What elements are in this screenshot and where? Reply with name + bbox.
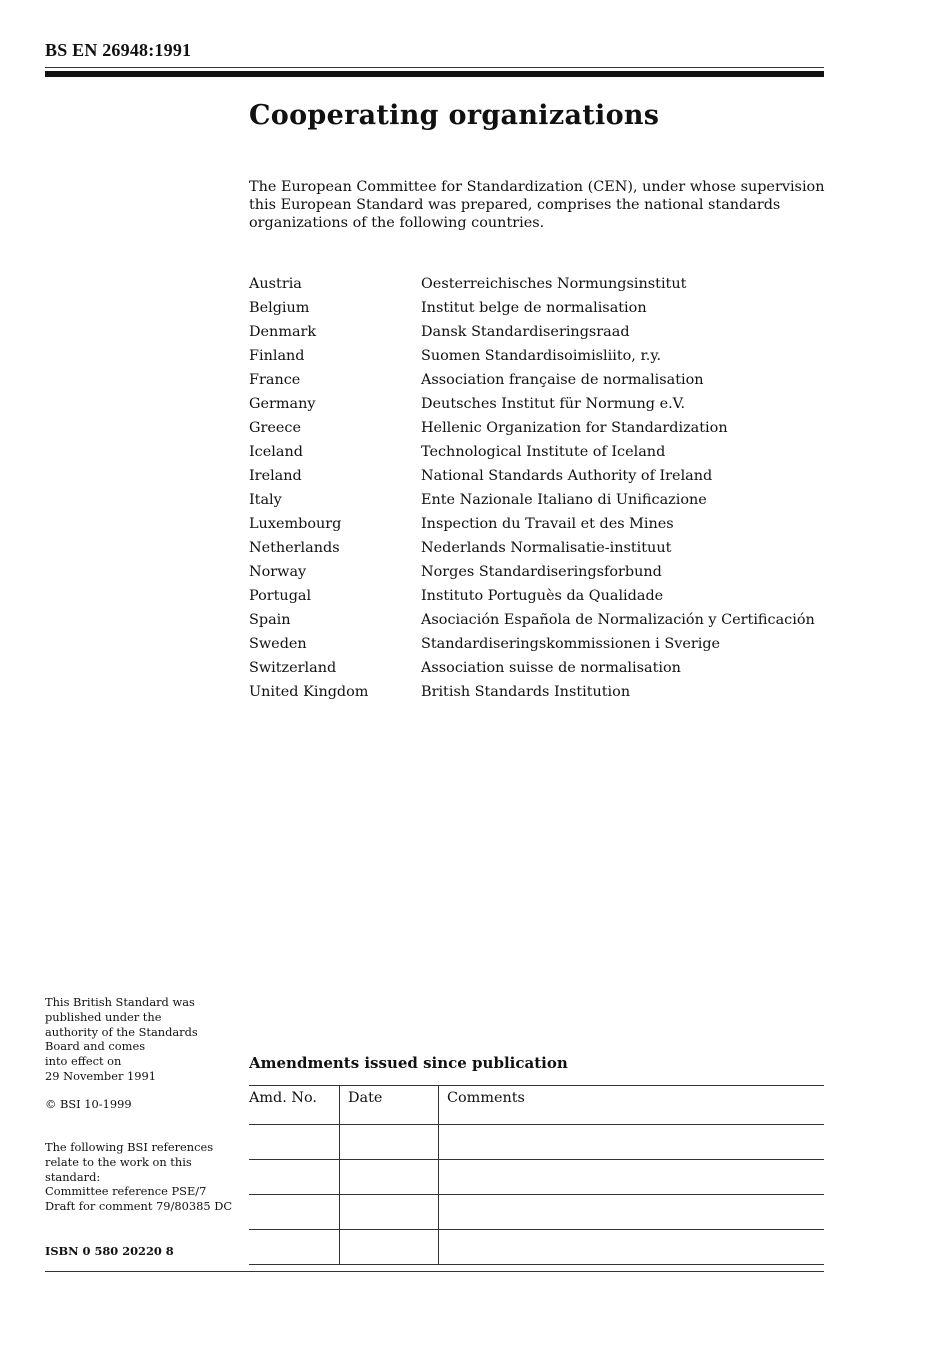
publication-line: Board and comes: [45, 1039, 146, 1054]
country-name: Germany: [249, 396, 316, 412]
organization-row: [249, 416, 829, 440]
country-name: Portugal: [249, 588, 312, 604]
organization-name: Association suisse de normalisation: [421, 660, 681, 676]
date-cell: [340, 1195, 439, 1230]
organization-row: [249, 320, 829, 344]
table-row: [249, 1230, 824, 1265]
publication-date: 29 November 1991: [45, 1068, 157, 1083]
country-name: Iceland: [249, 444, 303, 460]
organization-name: Asociación Española de Normalización y Certificación: [421, 612, 815, 628]
organization-row: [249, 680, 829, 704]
organization-name: Ente Nazionale Italiano di Unificazione: [421, 492, 707, 508]
page-title: Cooperating organizations: [249, 100, 660, 131]
reference-line: relate to the work on this: [45, 1154, 192, 1169]
reference-line: standard:: [45, 1169, 101, 1184]
publication-line: This British Standard was: [45, 995, 195, 1009]
organization-name: Nederlands Normalisatie-instituut: [421, 540, 672, 556]
organization-row: [249, 536, 829, 560]
country-name: Italy: [249, 492, 282, 508]
table-row: [249, 1125, 824, 1160]
country-name: Norway: [249, 564, 307, 580]
publication-line: authority of the Standards: [45, 1024, 198, 1039]
copyright-note: [45, 1097, 245, 1112]
header-rule-thin: [45, 67, 824, 68]
organization-name: Hellenic Organization for Standardization: [421, 420, 728, 436]
organization-name: Institut belge de normalisation: [421, 300, 647, 316]
organization-name: Instituto Portuguès da Qualidade: [421, 588, 664, 604]
country-name: Sweden: [249, 636, 307, 652]
organization-name: Dansk Standardiseringsraad: [421, 324, 630, 340]
organization-row: [249, 392, 829, 416]
column-header-date: Date: [340, 1086, 439, 1125]
country-name: Ireland: [249, 468, 302, 484]
publication-line: published under the: [45, 1009, 162, 1024]
country-name: Denmark: [249, 324, 317, 340]
country-name: Spain: [249, 612, 291, 628]
organization-row: [249, 488, 829, 512]
amd-no-cell: [249, 1195, 340, 1230]
country-name: Austria: [249, 276, 302, 292]
organization-name: Suomen Standardisoimisliito, r.y.: [421, 348, 662, 364]
comments-cell: [439, 1230, 825, 1265]
organization-name: Norges Standardiseringsforbund: [421, 564, 662, 580]
country-name: Netherlands: [249, 540, 340, 556]
references-note: [45, 1140, 245, 1214]
publication-line: into effect on: [45, 1054, 122, 1069]
organization-name: Oesterreichisches Normungsinstitut: [421, 276, 687, 292]
table-row: [249, 1160, 824, 1195]
amd-no-cell: [249, 1230, 340, 1265]
document-id: BS EN 26948:1991: [45, 40, 192, 60]
amendments-table: [249, 1085, 824, 1265]
organization-row: [249, 632, 829, 656]
country-name: United Kingdom: [249, 684, 369, 700]
organization-row: [249, 608, 829, 632]
organization-name: Deutsches Institut für Normung e.V.: [421, 396, 686, 412]
header-rule-thick: [45, 71, 824, 77]
amd-no-cell: [249, 1125, 340, 1160]
isbn: ISBN 0 580 20220 8: [45, 1244, 174, 1258]
organization-row: [249, 464, 829, 488]
footer-rule: [45, 1271, 824, 1272]
organization-row: [249, 296, 829, 320]
organization-name: British Standards Institution: [421, 684, 631, 700]
organization-name: Technological Institute of Iceland: [421, 444, 666, 460]
organization-name: Association française de normalisation: [421, 372, 704, 388]
organizations-list: [249, 272, 829, 704]
organization-row: [249, 560, 829, 584]
country-name: France: [249, 372, 301, 388]
organization-row: [249, 344, 829, 368]
organization-name: Standardiseringskommissionen i Sverige: [421, 636, 721, 652]
organization-name: National Standards Authority of Ireland: [421, 468, 713, 484]
amendments-header-row: [249, 1086, 824, 1125]
comments-cell: [439, 1125, 825, 1160]
committee-reference: Committee reference PSE/7: [45, 1184, 207, 1199]
column-header-amd-no: Amd. No.: [249, 1086, 340, 1125]
country-name: Switzerland: [249, 660, 337, 676]
date-cell: [340, 1230, 439, 1265]
column-header-comments: Comments: [439, 1086, 825, 1125]
country-name: Belgium: [249, 300, 310, 316]
organization-row: [249, 440, 829, 464]
country-name: Finland: [249, 348, 305, 364]
organization-row: [249, 512, 829, 536]
amendments-heading: Amendments issued since publication: [249, 1054, 568, 1072]
publication-note: [45, 995, 245, 1084]
table-row: [249, 1195, 824, 1230]
copyright-text: © BSI 10-1999: [45, 1097, 132, 1111]
organization-row: [249, 584, 829, 608]
date-cell: [340, 1160, 439, 1195]
organization-name: Inspection du Travail et des Mines: [421, 516, 674, 532]
reference-line: The following BSI references: [45, 1140, 214, 1154]
organization-row: [249, 368, 829, 392]
country-name: Greece: [249, 420, 301, 436]
country-name: Luxembourg: [249, 516, 342, 532]
comments-cell: [439, 1195, 825, 1230]
comments-cell: [439, 1160, 825, 1195]
intro-paragraph: The European Committee for Standardization (CEN), under whose supervision this European Standard was prepared, comprises the national standards organizations of the following countries.: [249, 179, 825, 231]
amd-no-cell: [249, 1160, 340, 1195]
date-cell: [340, 1125, 439, 1160]
organization-row: [249, 656, 829, 680]
organization-row: [249, 272, 829, 296]
draft-reference: Draft for comment 79/80385 DC: [45, 1199, 233, 1214]
